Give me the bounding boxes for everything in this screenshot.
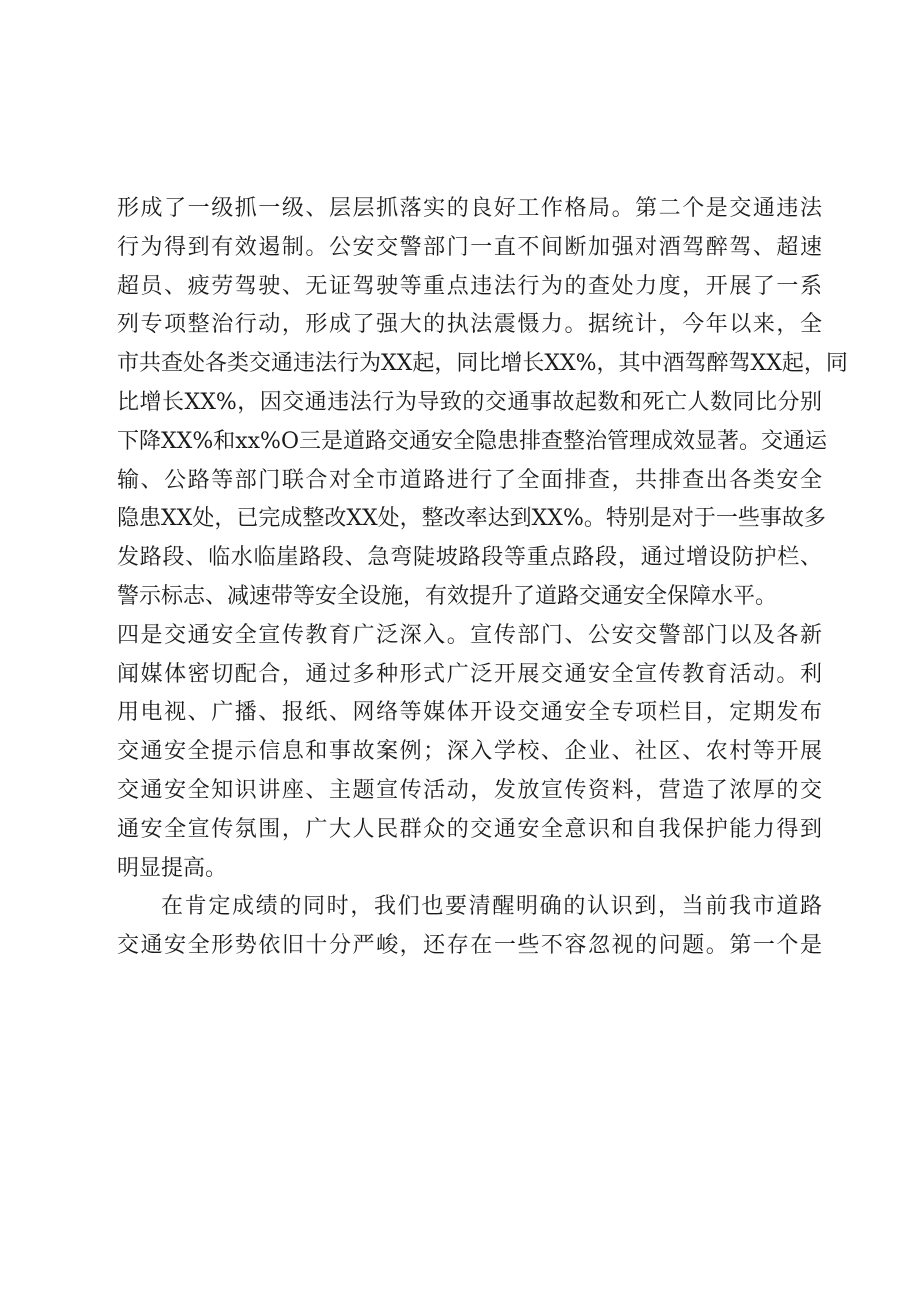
text-line: 形成了一级抓一级、层层抓落实的良好工作格局。第二个是交通违法 bbox=[117, 196, 822, 221]
body-text bbox=[117, 190, 848, 966]
text-line: 发路段、临水临崖路段、急弯陡坡路段等重点路段，通过增设防护栏、 bbox=[117, 545, 822, 571]
text-line: 四是交通安全宣传教育广泛深入。宣传部门、公安交警部门以及各新 bbox=[117, 622, 822, 648]
text-line: 交通安全提示信息和事故案例；深入学校、企业、社区、农村等开展 bbox=[117, 739, 822, 765]
text-line: 输、公路等部门联合对全市道路进行了全面排查，共排查出各类安全 bbox=[117, 467, 822, 493]
text-line: 明显提高。 bbox=[117, 855, 228, 881]
text-line: 用电视、广播、报纸、网络等媒体开设交通安全专项栏目，定期发布 bbox=[117, 700, 822, 726]
text-line: 比增长XX%，因交通违法行为导致的交通事故起数和死亡人数同比分别 bbox=[117, 389, 822, 415]
text-line: 闻媒体密切配合，通过多种形式广泛开展交通安全宣传教育活动。利 bbox=[117, 661, 822, 687]
text-line: 交通安全知识讲座、主题宣传活动，发放宣传资料，营造了浓厚的交 bbox=[117, 777, 822, 803]
text-line: 下降XX%和xx%O三是道路交通安全隐患排查整治管理成效显著。交通运 bbox=[117, 428, 827, 454]
text-line: 通安全宣传氛围，广大人民群众的交通安全意识和自我保护能力得到 bbox=[117, 816, 822, 842]
text-line: 市共查处各类交通违法行为XX起，同比增长XX%，其中酒驾醉驾XX起，同 bbox=[117, 351, 848, 377]
text-line: 交通安全形势依旧十分严峻，还存在一些不容忽视的问题。第一个是 bbox=[117, 933, 822, 959]
text-line: 超员、疲劳驾驶、无证驾驶等重点违法行为的查处力度，开展了一系 bbox=[117, 273, 822, 299]
text-line: 隐患XX处，已完成整改XX处，整改率达到XX%。特别是对于一些事故多 bbox=[117, 506, 826, 532]
text-line: 警示标志、减速带等安全设施，有效提升了道路交通安全保障水平。 bbox=[117, 583, 778, 609]
text-line: 列专项整治行动，形成了强大的执法震慑力。据统计，今年以来，全 bbox=[117, 312, 822, 338]
text-line: 行为得到有效遏制。公安交警部门一直不间断加强对酒驾醉驾、超速 bbox=[117, 234, 822, 260]
text-line: 在肯定成绩的同时，我们也要清醒明确的认识到，当前我市道路 bbox=[161, 894, 822, 920]
